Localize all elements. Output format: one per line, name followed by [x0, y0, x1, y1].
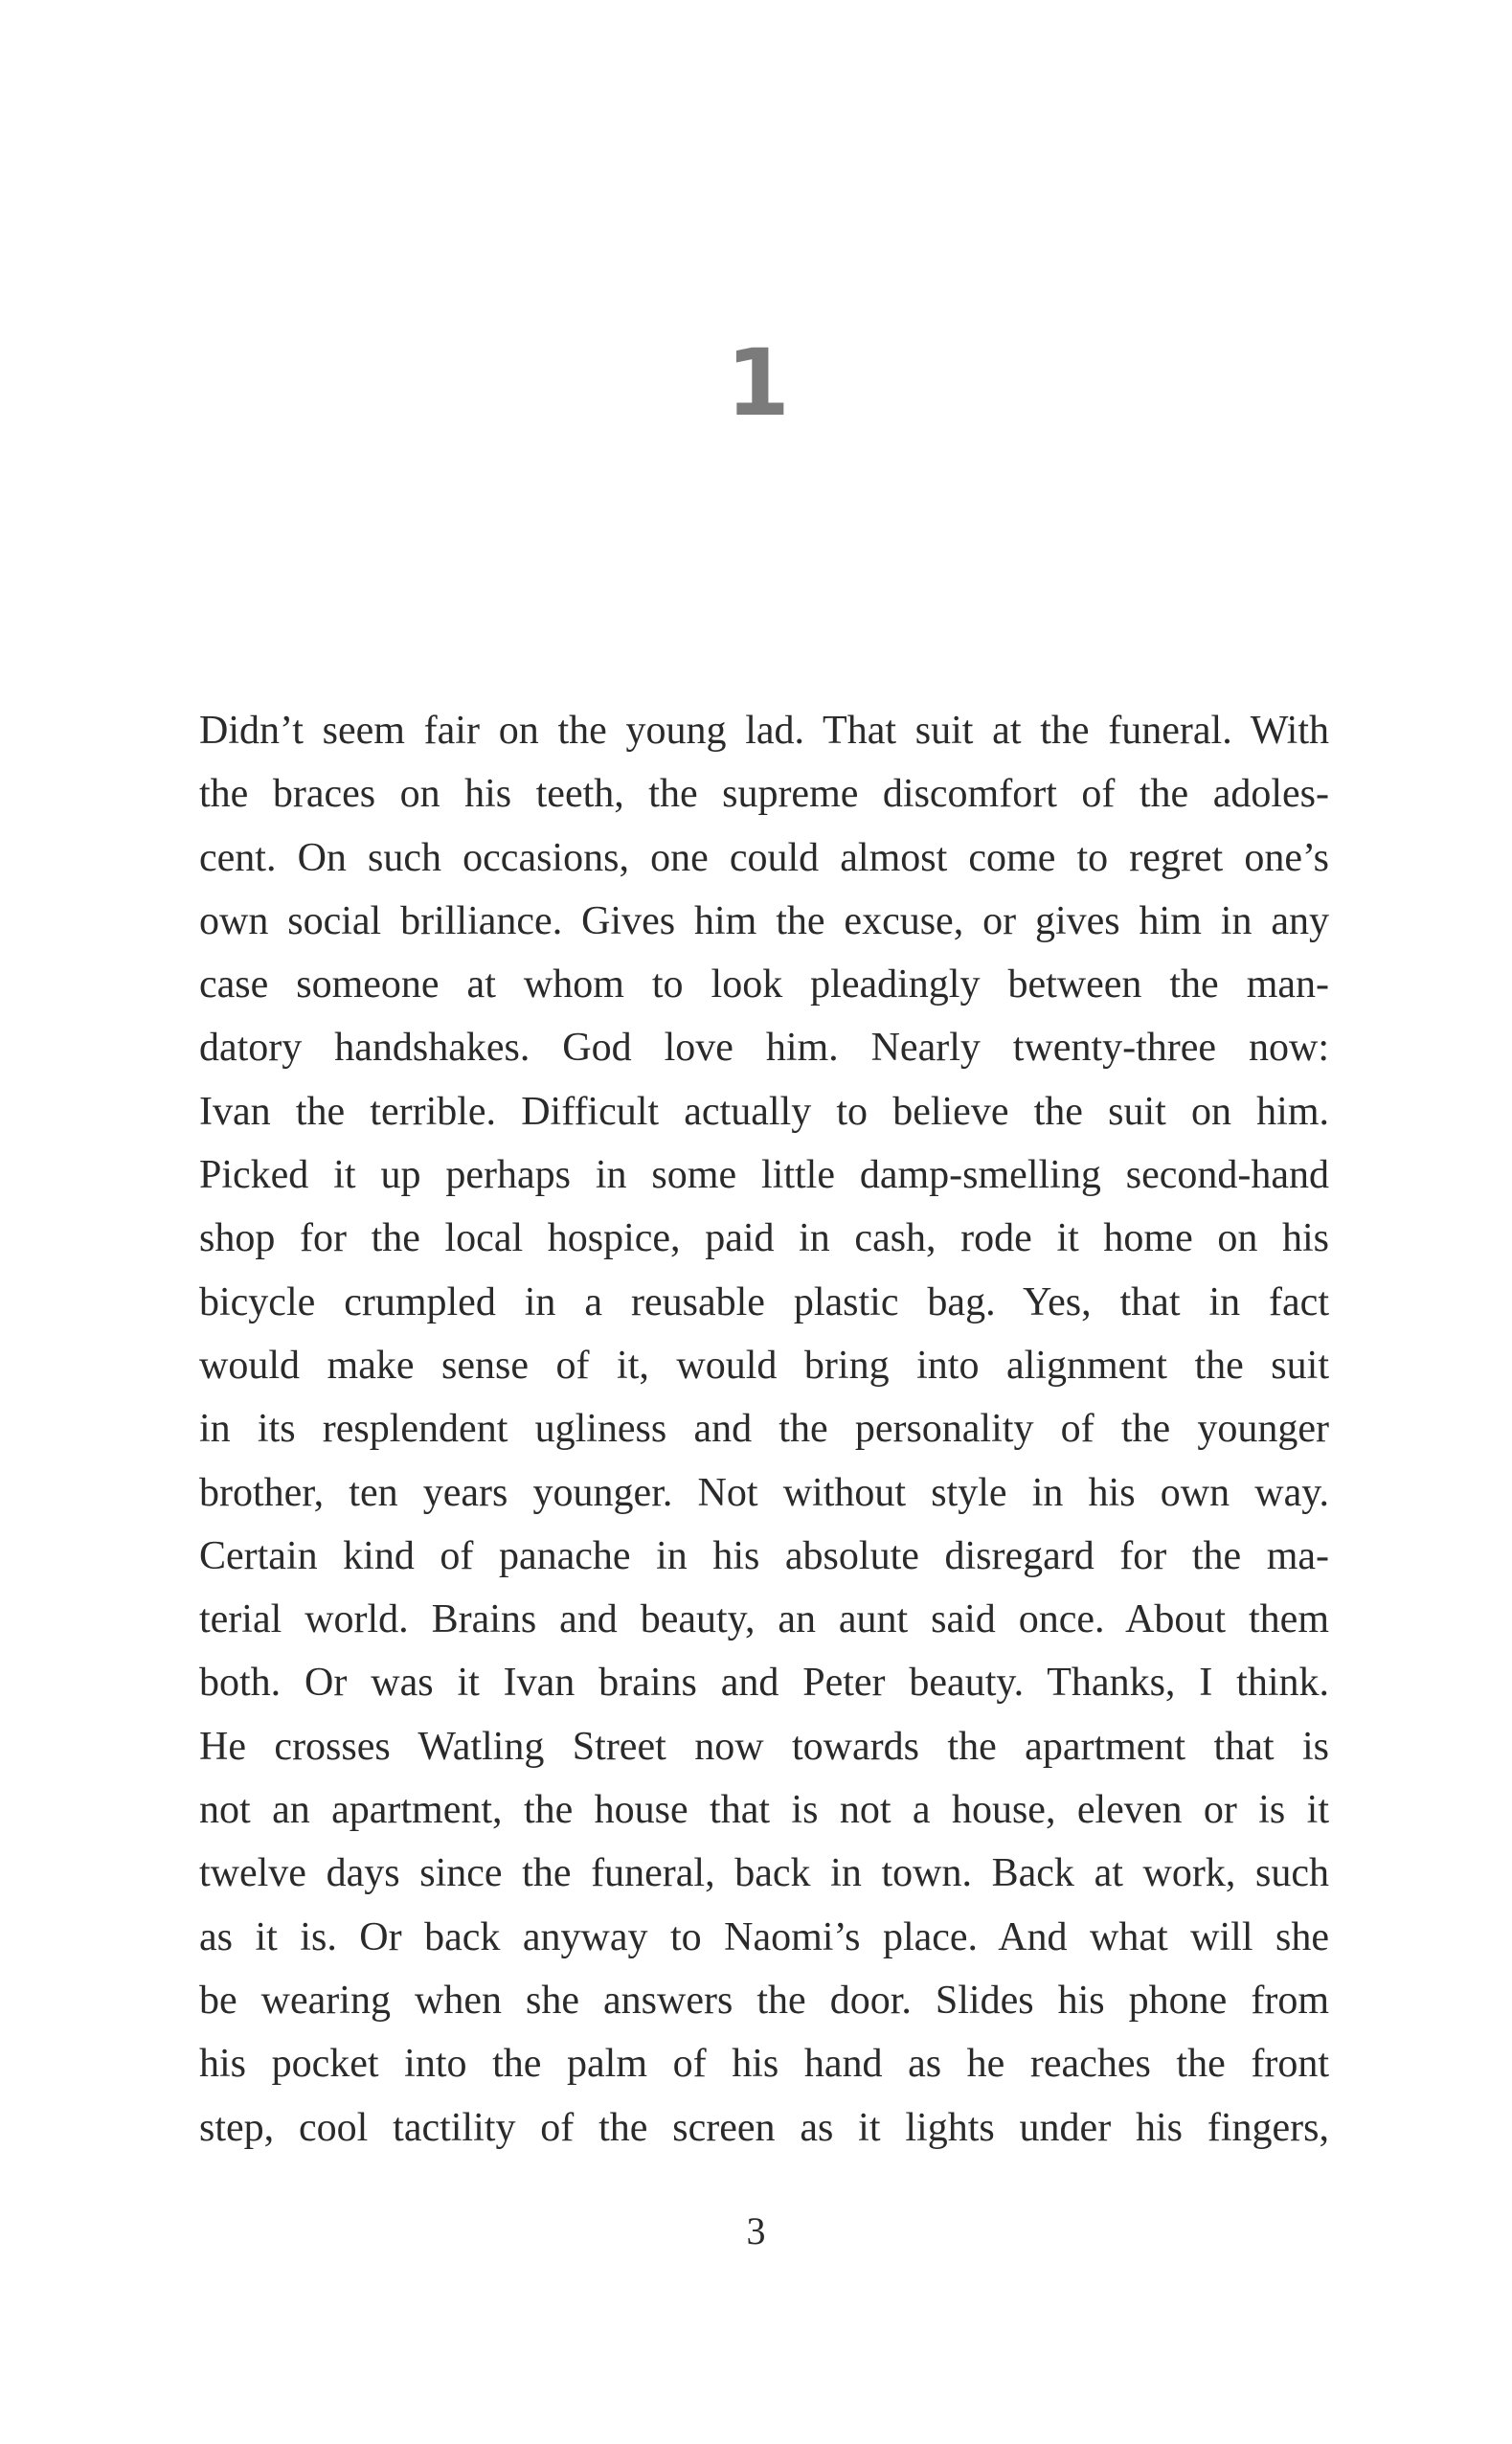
text-line: datory handshakes. God love him. Nearly twenty-three now: [199, 1026, 1329, 1071]
text-line: his pocket into the palm of his hand as he reaches the front [199, 2042, 1329, 2087]
text-line: brother, ten years younger. Not without style in his own way. [199, 1470, 1329, 1515]
text-line: cent. On such occasions, one could almost come to regret one’s [199, 835, 1329, 880]
text-line: not an apartment, the house that is not a house, eleven or is it [199, 1788, 1329, 1833]
text-line: in its resplendent ugliness and the personality of the younger [199, 1407, 1329, 1452]
text-line: Ivan the terrible. Difficult actually to believe the suit on him. [199, 1089, 1329, 1134]
text-line: bicycle crumpled in a reusable plastic bag. Yes, that in fact [199, 1279, 1329, 1324]
text-line: Picked it up perhaps in some little damp-smelling second-hand [199, 1153, 1329, 1198]
body-text [199, 699, 1329, 2160]
text-line: own social brilliance. Gives him the excuse, or gives him in any [199, 898, 1329, 943]
page-number: 3 [746, 2209, 766, 2252]
text-line: Certain kind of panache in his absolute disregard for the ma- [199, 1533, 1329, 1578]
text-line: as it is. Or back anyway to Naomi’s place. And what will she [199, 1914, 1329, 1959]
text-line: terial world. Brains and beauty, an aunt said once. About them [199, 1597, 1329, 1642]
text-line: Didn’t seem fair on the young lad. That suit at the funeral. With [199, 709, 1329, 753]
text-line: twelve days since the funeral, back in town. Back at work, such [199, 1851, 1329, 1896]
text-line: shop for the local hospice, paid in cash, rode it home on his [199, 1216, 1329, 1261]
text-line: He crosses Watling Street now towards the apartment that is [199, 1724, 1329, 1769]
text-line: the braces on his teeth, the supreme discomfort of the adoles- [199, 772, 1329, 817]
text-line: step, cool tactility of the screen as it lights under his fingers, [199, 2105, 1329, 2150]
chapter-number: 1 [726, 329, 786, 437]
text-line: both. Or was it Ivan brains and Peter beauty. Thanks, I think. [199, 1661, 1329, 1706]
text-line: be wearing when she answers the door. Slides his phone from [199, 1978, 1329, 2023]
text-line: case someone at whom to look pleadingly between the man- [199, 962, 1329, 1007]
text-line: would make sense of it, would bring into alignment the suit [199, 1343, 1329, 1388]
